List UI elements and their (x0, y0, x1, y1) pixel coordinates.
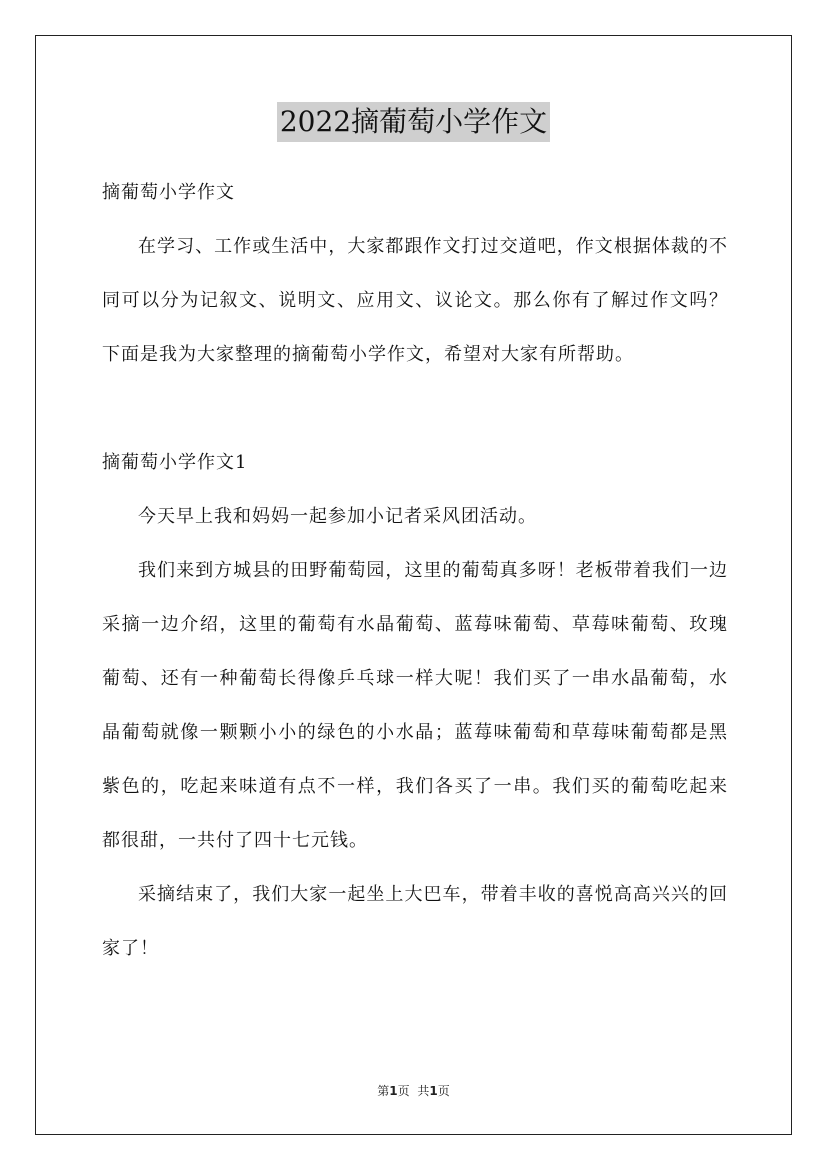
page-prefix: 第 (377, 1084, 390, 1098)
total-suffix: 页 (437, 1084, 450, 1098)
total-number: 1 (429, 1084, 438, 1098)
page-footer (0, 1082, 827, 1100)
title-container (0, 102, 827, 142)
document-body (102, 166, 728, 976)
section-gap (102, 382, 728, 436)
essay-paragraph: 我们来到方城县的田野葡萄园，这里的葡萄真多呀！老板带着我们一边采摘一边介绍，这里的葡萄有水晶葡萄、蓝莓味葡萄、草莓味葡萄、玫瑰葡萄、还有一种葡萄长得像乒乓球一样大呢！我们买了一串水晶葡萄，水晶葡萄就像一颗颗小小的绿色的小水晶；蓝莓味葡萄和草莓味葡萄都是黑紫色的，吃起来味道有点不一样，我们各买了一串。我们买的葡萄吃起来都很甜，一共付了四十七元钱。 (102, 560, 728, 851)
essay-heading: 摘葡萄小学作文1 (102, 452, 248, 473)
document-title: 2022摘葡萄小学作文 (277, 102, 550, 142)
total-prefix: 共 (417, 1084, 430, 1098)
document-subtitle: 摘葡萄小学作文 (102, 182, 235, 203)
essay-paragraph: 今天早上我和妈妈一起参加小记者采风团活动。 (138, 506, 537, 527)
page-suffix: 页 (397, 1084, 410, 1098)
intro-paragraph: 在学习、工作或生活中，大家都跟作文打过交道吧，作文根据体裁的不同可以分为记叙文、说明文、应用文、议论文。那么你有了解过作文吗？下面是我为大家整理的摘葡萄小学作文，希望对大家有所帮助。 (102, 236, 728, 365)
essay-paragraph: 采摘结束了，我们大家一起坐上大巴车，带着丰收的喜悦高高兴兴的回家了！ (102, 884, 728, 959)
page-number: 1 (389, 1084, 398, 1098)
